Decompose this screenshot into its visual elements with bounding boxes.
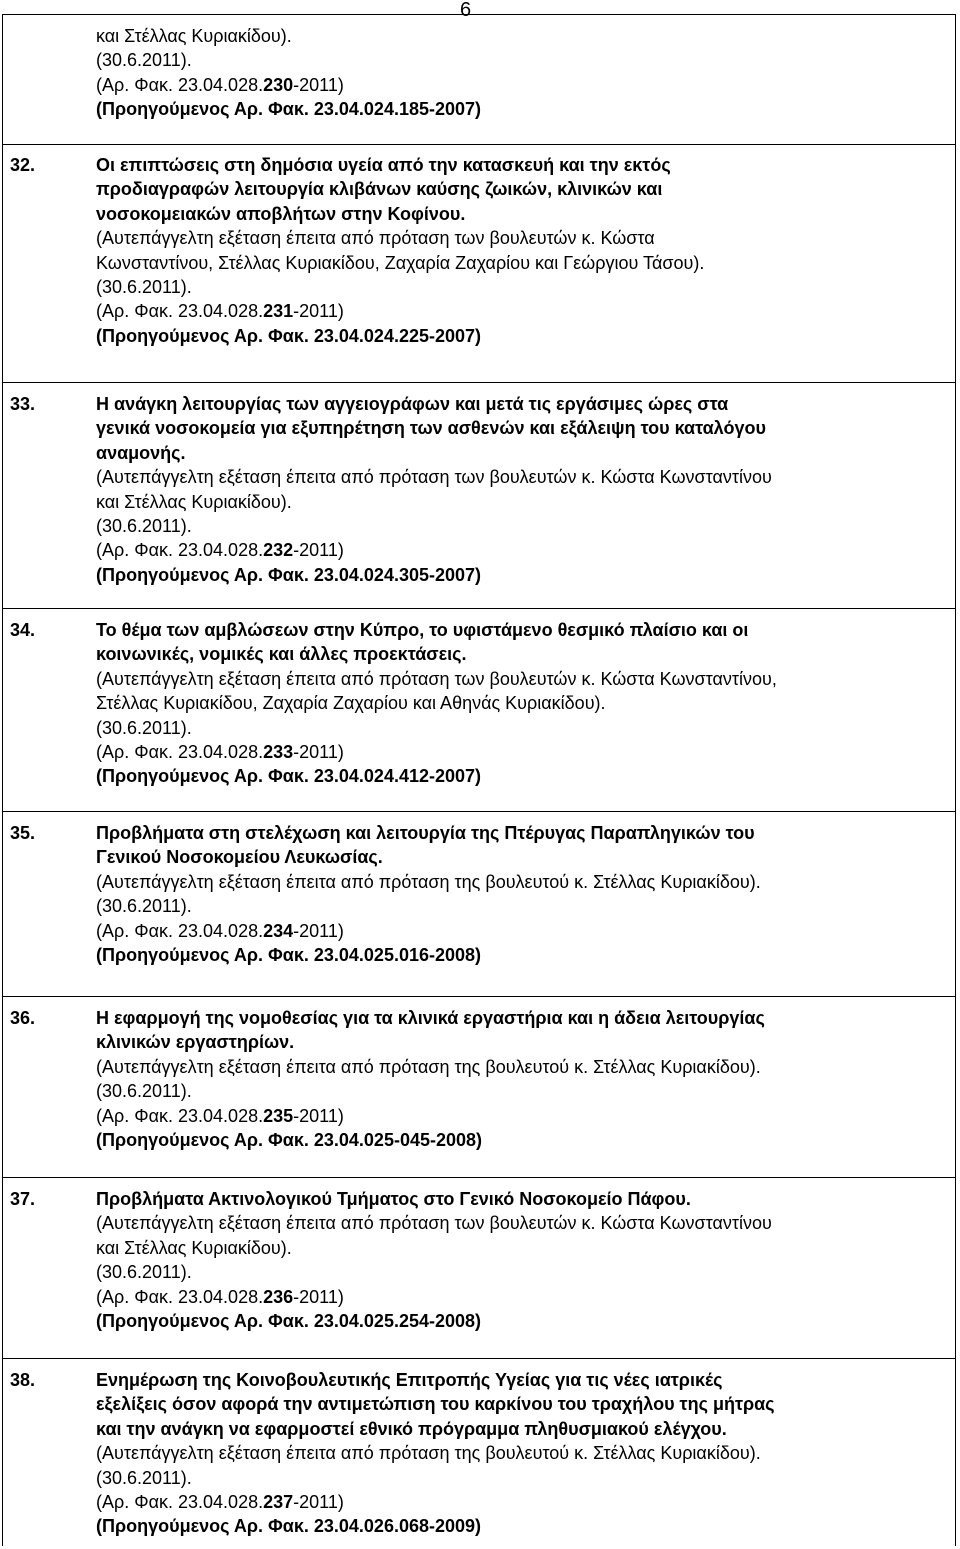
item-file-number: (Αρ. Φακ. 23.04.028.231-2011) [96,301,344,322]
item-body [96,618,777,789]
item-title-line: Οι επιπτώσεις στη δημόσια υγεία από την κατασκευή και την εκτός [96,155,671,175]
continuation-date: (30.6.2011). [96,50,192,71]
item-number: 33. [10,394,36,414]
item-title-line: Ενημέρωση της Κοινοβουλευτικής Επιτροπής Υγείας για τις νέες ιατρικές [96,1370,723,1390]
item-previous-file: (Προηγούμενος Αρ. Φακ. 23.04.026.068-2009) [96,1516,482,1537]
item-title-line: κοινωνικές, νομικές και άλλες προεκτάσεις. [96,644,467,665]
item-file-number: (Αρ. Φακ. 23.04.028.237-2011) [96,1492,344,1513]
item-proposal-line: (Αυτεπάγγελτη εξέταση έπειτα από πρόταση της βουλευτού κ. Στέλλας Κυριακίδου). [96,1443,761,1464]
continuation-file-number: (Αρ. Φακ. 23.04.028.230-2011) [96,74,344,95]
item-title-line: νοσοκομειακών αποβλήτων στην Κοφίνου. [96,203,466,224]
item-body [96,1187,772,1333]
item-date: (30.6.2011). [96,516,192,537]
item-previous-file: (Προηγούμενος Αρ. Φακ. 23.04.025-045-2008) [96,1130,483,1151]
item-body [96,1368,775,1539]
item-file-number: (Αρ. Φακ. 23.04.028.236-2011) [96,1286,344,1307]
continuation-line: και Στέλλας Κυριακίδου). [96,26,292,46]
item-title-line: Η ανάγκη λειτουργίας των αγγειογράφων και μετά τις εργάσιμες ώρες στα [96,394,729,414]
item-file-number: (Αρ. Φακ. 23.04.028.232-2011) [96,540,344,561]
item-proposal-line: (Αυτεπάγγελτη εξέταση έπειτα από πρόταση της βουλευτού κ. Στέλλας Κυριακίδου). [96,871,761,892]
item-previous-file: (Προηγούμενος Αρ. Φακ. 23.04.025.016-2008) [96,945,482,966]
item-title-line: γενικά νοσοκομεία για εξυπηρέτηση των ασθενών και εξάλειψη του καταλόγου [96,418,766,439]
item-number: 35. [10,823,36,843]
item-body [96,392,772,587]
item-file-number: (Αρ. Φακ. 23.04.028.235-2011) [96,1105,344,1126]
item-title-line: Το θέμα των αμβλώσεων στην Κύπρο, το υφιστάμενο θεσμικό πλαίσιο και οι [96,620,749,640]
item-proposal-line: Κωνσταντίνου, Στέλλας Κυριακίδου, Ζαχαρία Ζαχαρίου και Γεώργιου Τάσου). [96,252,705,273]
item-title-line: κλινικών εργαστηρίων. [96,1032,295,1053]
item-file-number: (Αρ. Φακ. 23.04.028.233-2011) [96,742,344,763]
item-proposal-line: (Αυτεπάγγελτη εξέταση έπειτα από πρόταση των βουλευτών κ. Κώστα Κωνσταντίνου, [96,668,777,689]
item-divider [2,1358,956,1359]
page-number: 6 [460,0,472,21]
item-number: 38. [10,1370,36,1390]
item-proposal-line: Στέλλας Κυριακίδου, Ζαχαρία Ζαχαρίου και Αθηνάς Κυριακίδου). [96,693,606,714]
item-proposal-line: (Αυτεπάγγελτη εξέταση έπειτα από πρόταση της βουλευτού κ. Στέλλας Κυριακίδου). [96,1056,761,1077]
item-proposal-line: (Αυτεπάγγελτη εξέταση έπειτα από πρόταση των βουλευτών κ. Κώστα Κωνσταντίνου [96,1213,772,1234]
item-proposal-line: και Στέλλας Κυριακίδου). [96,491,292,512]
item-body [96,821,761,967]
item-divider [2,1177,956,1178]
item-date: (30.6.2011). [96,1262,192,1283]
item-title-line: προδιαγραφών λειτουργία κλιβάνων καύσης ζωικών, κλινικών και [96,179,663,200]
item-title-line: αναμονής. [96,442,186,463]
item-previous-file: (Προηγούμενος Αρ. Φακ. 23.04.025.254-2008) [96,1311,482,1332]
item-previous-file: (Προηγούμενος Αρ. Φακ. 23.04.024.412-2007) [96,766,482,787]
item-number: 37. [10,1189,36,1209]
item-divider [2,382,956,383]
continuation-block [96,24,481,122]
item-body [96,1006,765,1152]
item-title-line: και την ανάγκη να εφαρμοστεί εθνικό πρόγραμμα πληθυσμιακού ελέγχου. [96,1418,727,1439]
item-date: (30.6.2011). [96,896,192,917]
item-proposal-line: (Αυτεπάγγελτη εξέταση έπειτα από πρόταση των βουλευτών κ. Κώστα [96,228,655,249]
item-divider [2,811,956,812]
item-number: 36. [10,1008,36,1028]
item-title-line: εξελίξεις όσον αφορά την αντιμετώπιση του καρκίνου του τραχήλου της μήτρας [96,1394,775,1415]
item-body [96,153,704,348]
item-date: (30.6.2011). [96,717,192,738]
item-divider [2,608,956,609]
continuation-previous-file: (Προηγούμενος Αρ. Φακ. 23.04.024.185-2007) [96,99,482,120]
item-file-number: (Αρ. Φακ. 23.04.028.234-2011) [96,920,344,941]
item-previous-file: (Προηγούμενος Αρ. Φακ. 23.04.024.225-2007) [96,325,482,346]
item-divider [2,996,956,997]
item-number: 34. [10,620,36,640]
item-previous-file: (Προηγούμενος Αρ. Φακ. 23.04.024.305-2007) [96,564,482,585]
item-divider [2,144,956,145]
item-date: (30.6.2011). [96,1081,192,1102]
item-proposal-line: και Στέλλας Κυριακίδου). [96,1237,292,1258]
item-proposal-line: (Αυτεπάγγελτη εξέταση έπειτα από πρόταση των βουλευτών κ. Κώστα Κωνσταντίνου [96,467,772,488]
item-date: (30.6.2011). [96,1467,192,1488]
item-date: (30.6.2011). [96,277,192,298]
item-title-line: Η εφαρμογή της νομοθεσίας για τα κλινικά εργαστήρια και η άδεια λειτουργίας [96,1008,765,1028]
item-title-line: Γενικού Νοσοκομείου Λευκωσίας. [96,847,383,868]
item-title-line: Προβλήματα στη στελέχωση και λειτουργία της Πτέρυγας Παραπληγικών του [96,823,755,843]
item-title-line: Προβλήματα Ακτινολογικού Τμήματος στο Γενικό Νοσοκομείο Πάφου. [96,1189,691,1209]
item-number: 32. [10,155,36,175]
